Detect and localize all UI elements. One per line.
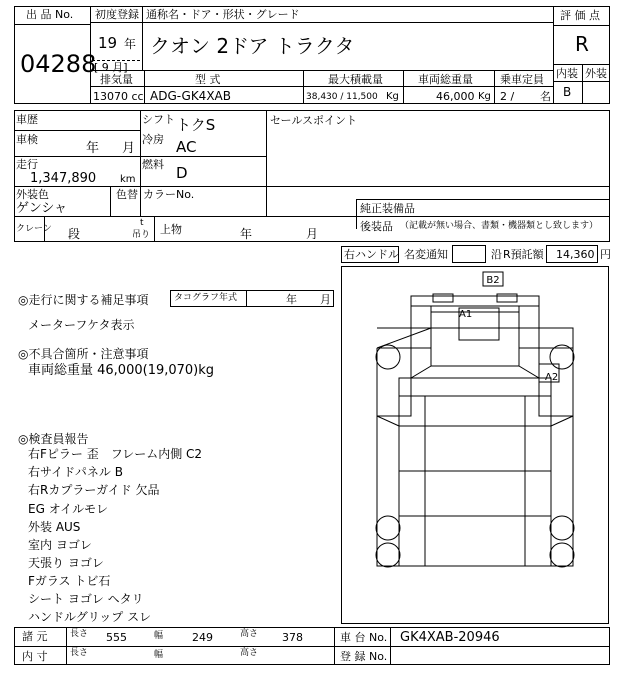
interior-height-label: 高さ <box>240 648 259 658</box>
model-name: クオン 2ドア トラクタ <box>150 34 355 58</box>
crane-lift: 吊り <box>132 230 151 240</box>
inspection-year-unit: 年 <box>86 141 100 156</box>
crane-stage: 段 <box>68 227 81 241</box>
damage-marker-b2: B2 <box>486 275 500 286</box>
ac-value: AC <box>176 138 197 156</box>
inspection-label: 車検 <box>16 133 38 146</box>
aftermarket-label: 後装品 <box>360 220 393 233</box>
fender-lines <box>377 416 573 426</box>
gross-weight: 46,000 <box>436 90 475 103</box>
cab-front <box>377 328 573 348</box>
max-load: 38,430 / 11,500 <box>306 92 378 102</box>
color-value: ゲンシャ <box>16 201 68 216</box>
inspector-item: 天張り ヨゴレ <box>28 556 104 570</box>
inspector-item: シート ヨゴレ ヘタリ <box>28 592 144 606</box>
top-year-unit: 年 <box>240 227 253 241</box>
first-reg-month: [ 9 月] <box>94 61 128 74</box>
sales-point-label: セールスポイント <box>270 114 358 127</box>
damage-marker-a1: A1 <box>459 309 473 320</box>
model-name-label: 通称名・ドア・形状・グレード <box>146 8 300 21</box>
aftermarket-note: （記載が無い場合、書類・機器類とし致します） <box>400 221 599 231</box>
interior-grade: B <box>563 85 572 99</box>
inspector-item: 右Rカプラーガイド 欠品 <box>28 483 160 497</box>
first-reg-label: 初度登録 <box>95 8 139 21</box>
color-code-label: カラーNo. <box>143 188 195 201</box>
bumper-bar <box>399 378 551 396</box>
equipment-label: 純正装備品 <box>360 202 415 215</box>
fuel-label: 燃料 <box>142 158 164 171</box>
chassis-number: GK4XAB-20946 <box>400 630 500 645</box>
type-label: 型 式 <box>195 73 221 86</box>
chassis-label: 車 台 No. <box>340 631 388 644</box>
wheel-front-right <box>550 345 574 369</box>
grade-label: 評 価 点 <box>560 9 600 22</box>
interior-grade-label: 内装 <box>556 67 578 80</box>
width-value: 249 <box>192 631 213 644</box>
mirror-left <box>433 294 453 302</box>
inspector-item: 右Fピラー 歪 フレーム内側 C2 <box>28 447 203 461</box>
inspector-heading: ◎検査員報告 <box>18 432 89 446</box>
wheel-rear-right <box>550 516 574 540</box>
wheel-rear-left-2 <box>376 543 400 567</box>
side-outline <box>377 416 573 566</box>
damage-marker-a2: A2 <box>545 372 559 383</box>
mileage: 1,347,890 <box>30 171 97 186</box>
width-label: 幅 <box>154 631 164 641</box>
chassis-frame <box>399 396 551 566</box>
name-change-box <box>452 245 486 263</box>
inspector-item: 右サイドパネル B <box>28 465 123 479</box>
windshield-area <box>431 312 519 366</box>
lot-no-label: 出 品 No. <box>26 8 74 21</box>
inspector-item: Fガラス トビ石 <box>28 574 111 588</box>
cross-members <box>399 426 551 516</box>
color-change-label: 色替 <box>116 188 138 201</box>
capacity: 2 / <box>500 90 515 103</box>
shift-label: シフト <box>142 113 175 126</box>
first-reg-year-unit: 年 <box>124 37 137 51</box>
side-left-front <box>377 348 411 416</box>
max-load-unit: Kg <box>386 91 399 102</box>
defect-note: 車両総重量 46,000(19,070)kg <box>28 363 215 378</box>
length-value: 555 <box>106 631 127 644</box>
inspector-item: ハンドルグリップ スレ <box>28 610 152 624</box>
door-left <box>411 306 431 378</box>
capacity-unit: 名 <box>540 90 551 103</box>
color-label: 外装色 <box>16 188 49 201</box>
model-code: ADG-GK4XAB <box>150 89 231 103</box>
displacement-label: 排気量 <box>100 73 133 86</box>
max-load-label: 最大積載量 <box>328 73 383 86</box>
driving-heading: ◎走行に関する補足事項 <box>18 293 149 307</box>
fuel-value: D <box>176 164 188 182</box>
rhd-label: 右ハンドル <box>344 248 399 261</box>
inspection-month-unit: 月 <box>122 141 136 156</box>
name-change-label: 名変通知 <box>404 248 448 261</box>
inspector-item: 室内 ヨゴレ <box>28 538 92 552</box>
displacement: 13070 cc <box>93 90 144 103</box>
interior-width-label: 幅 <box>154 650 164 660</box>
defect-heading: ◎不具合箇所・注意事項 <box>18 347 149 361</box>
mirror-right <box>497 294 517 302</box>
tacho-label: タコグラフ年式 <box>174 293 238 303</box>
interior-dims-label: 内 寸 <box>22 650 48 663</box>
top-equipment-label: 上物 <box>160 223 182 236</box>
dims-label: 諸 元 <box>22 630 48 643</box>
vehicle-damage-diagram <box>341 266 609 624</box>
wheel-front-left <box>376 345 400 369</box>
registration-label: 登 録 No. <box>340 650 388 663</box>
inspector-item: 外装 AUS <box>28 520 81 534</box>
door-right <box>519 306 539 378</box>
crane-t: t <box>140 218 144 228</box>
crane-label: クレーン <box>16 224 52 234</box>
shift-value: トクS <box>176 116 216 134</box>
gross-weight-label: 車両総重量 <box>418 73 473 86</box>
recycle-label: R預託額 <box>503 248 544 261</box>
height-value: 378 <box>282 631 303 644</box>
gross-weight-unit: Kg <box>478 91 491 102</box>
exterior-grade-label: 外装 <box>585 67 607 80</box>
history-label: 車歴 <box>16 113 38 126</box>
length-label: 長さ <box>70 629 89 639</box>
lot-no: 04288 <box>20 50 97 78</box>
first-reg-year: 19 <box>98 34 118 52</box>
height-label: 高さ <box>240 629 259 639</box>
capacity-label: 乗車定員 <box>500 73 544 86</box>
wheel-rear-left <box>376 516 400 540</box>
mileage-label: 走行 <box>16 158 38 171</box>
frame-rails <box>425 396 525 566</box>
inspector-item: EG オイルモレ <box>28 502 109 516</box>
tacho-month-unit: 月 <box>320 293 331 306</box>
top-month-unit: 月 <box>306 227 319 241</box>
recycle-unit: 円 <box>600 248 611 261</box>
driving-note: メーターフケタ表示 <box>28 318 135 332</box>
recycle-mark: 沿 <box>491 248 502 261</box>
recycle-amount: 14,360 <box>556 248 595 261</box>
mileage-unit: km <box>120 174 136 185</box>
tacho-year-unit: 年 <box>286 293 297 306</box>
overall-grade: R <box>575 32 589 56</box>
ac-label: 冷房 <box>142 133 164 146</box>
interior-length-label: 長さ <box>70 648 89 658</box>
wheel-rear-right-2 <box>550 543 574 567</box>
